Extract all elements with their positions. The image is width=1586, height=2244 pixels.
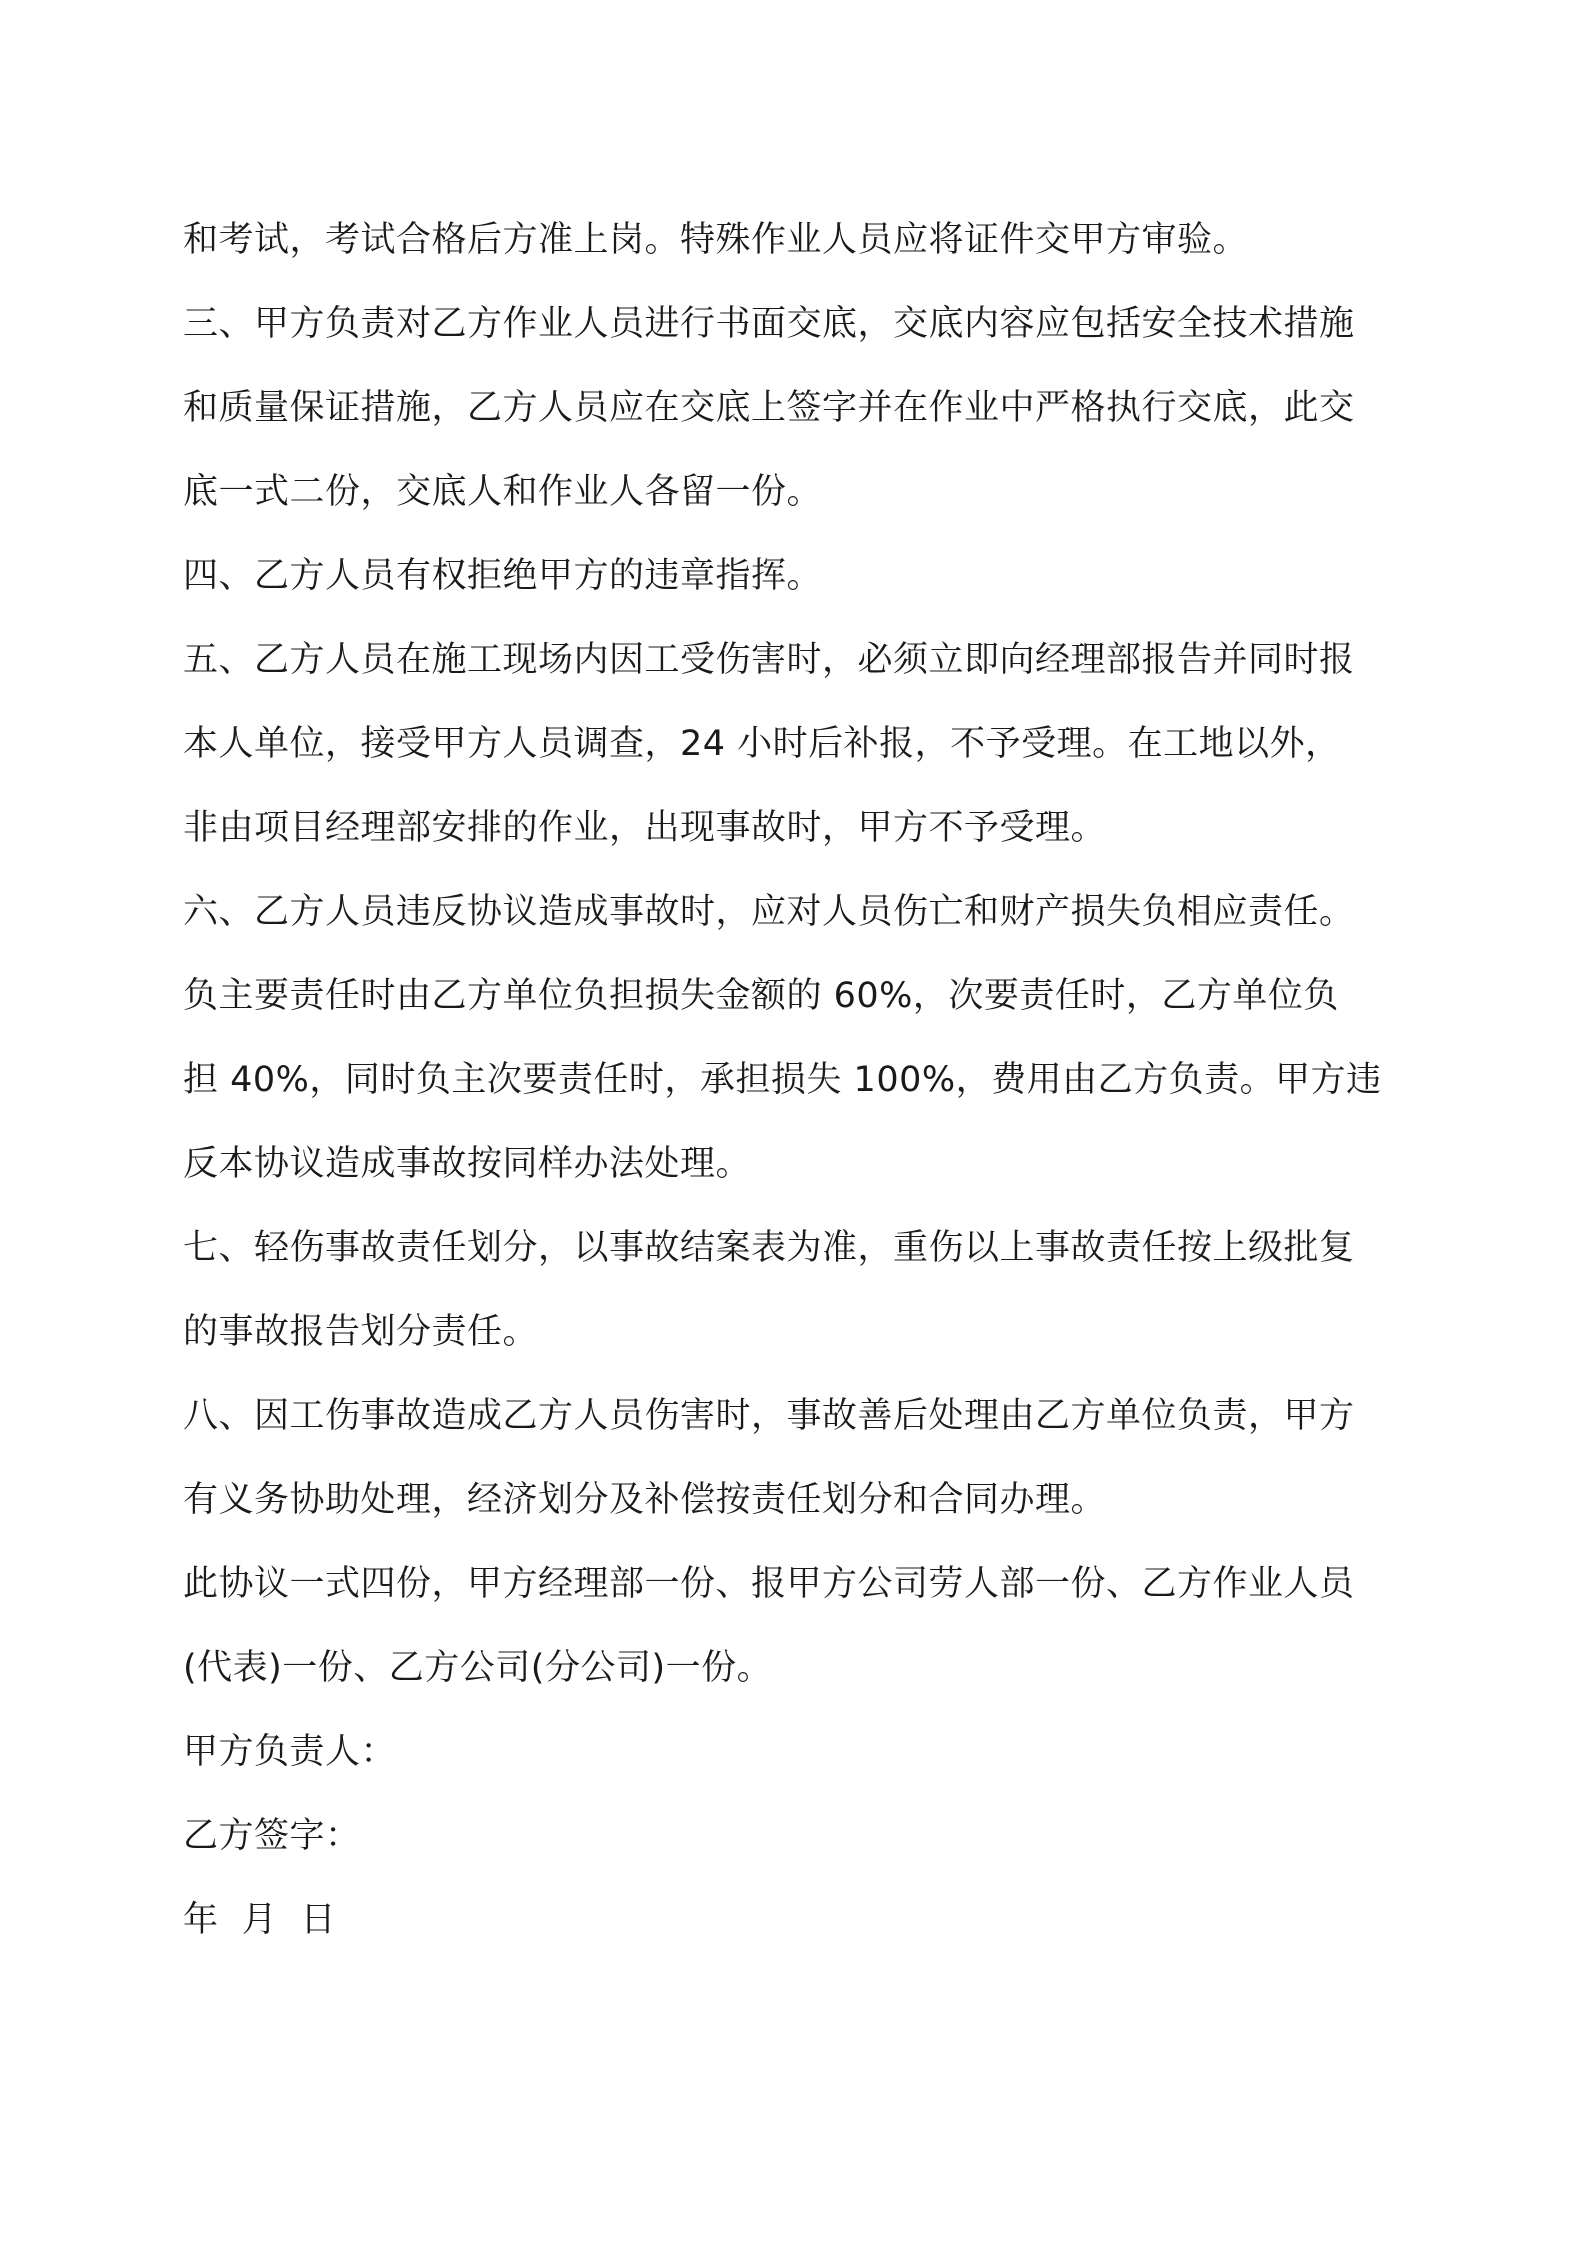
clause-3-line: 三、甲方负责对乙方作业人员进行书面交底，交底内容应包括安全技术措施 [183, 304, 1355, 344]
party-b-signature-label: 乙方签字： [183, 1816, 361, 1856]
clause-8-line: 有义务协助处理，经济划分及补偿按责任划分和合同办理。 [183, 1480, 1107, 1520]
clause-5-line: 本人单位，接受甲方人员调查，24 小时后补报，不予受理。在工地以外， [183, 724, 1341, 764]
clause-6-line: 负主要责任时由乙方单位负担损失金额的 60%，次要责任时，乙方单位负 [183, 976, 1339, 1016]
text-line: 和考试，考试合格后方准上岗。特殊作业人员应将证件交甲方审验。 [183, 220, 1249, 260]
party-a-signature-label: 甲方负责人： [183, 1732, 397, 1772]
clause-3-line: 底一式二份，交底人和作业人各留一份。 [183, 472, 823, 512]
copies-line: 此协议一式四份，甲方经理部一份、报甲方公司劳人部一份、乙方作业人员 [183, 1564, 1355, 1604]
clause-7-line: 的事故报告划分责任。 [183, 1312, 539, 1352]
clause-6-line: 反本协议造成事故按同样办法处理。 [183, 1144, 752, 1184]
clause-5-line: 非由项目经理部安排的作业，出现事故时，甲方不予受理。 [183, 808, 1107, 848]
clause-3-line: 和质量保证措施，乙方人员应在交底上签字并在作业中严格执行交底，此交 [183, 388, 1355, 428]
date-line: 年 月 日 [183, 1900, 337, 1940]
document-body [183, 198, 1423, 1962]
copies-line: (代表)一份、乙方公司(分公司)一份。 [183, 1648, 773, 1688]
clause-7-line: 七、轻伤事故责任划分，以事故结案表为准，重伤以上事故责任按上级批复 [183, 1228, 1355, 1268]
clause-4-line: 四、乙方人员有权拒绝甲方的违章指挥。 [183, 556, 823, 596]
clause-6-line: 担 40%，同时负主次要责任时，承担损失 100%，费用由乙方负责。甲方违 [183, 1060, 1382, 1100]
clause-8-line: 八、因工伤事故造成乙方人员伤害时，事故善后处理由乙方单位负责，甲方 [183, 1396, 1355, 1436]
clause-6-line: 六、乙方人员违反协议造成事故时，应对人员伤亡和财产损失负相应责任。 [183, 892, 1355, 932]
clause-5-line: 五、乙方人员在施工现场内因工受伤害时，必须立即向经理部报告并同时报 [183, 640, 1355, 680]
